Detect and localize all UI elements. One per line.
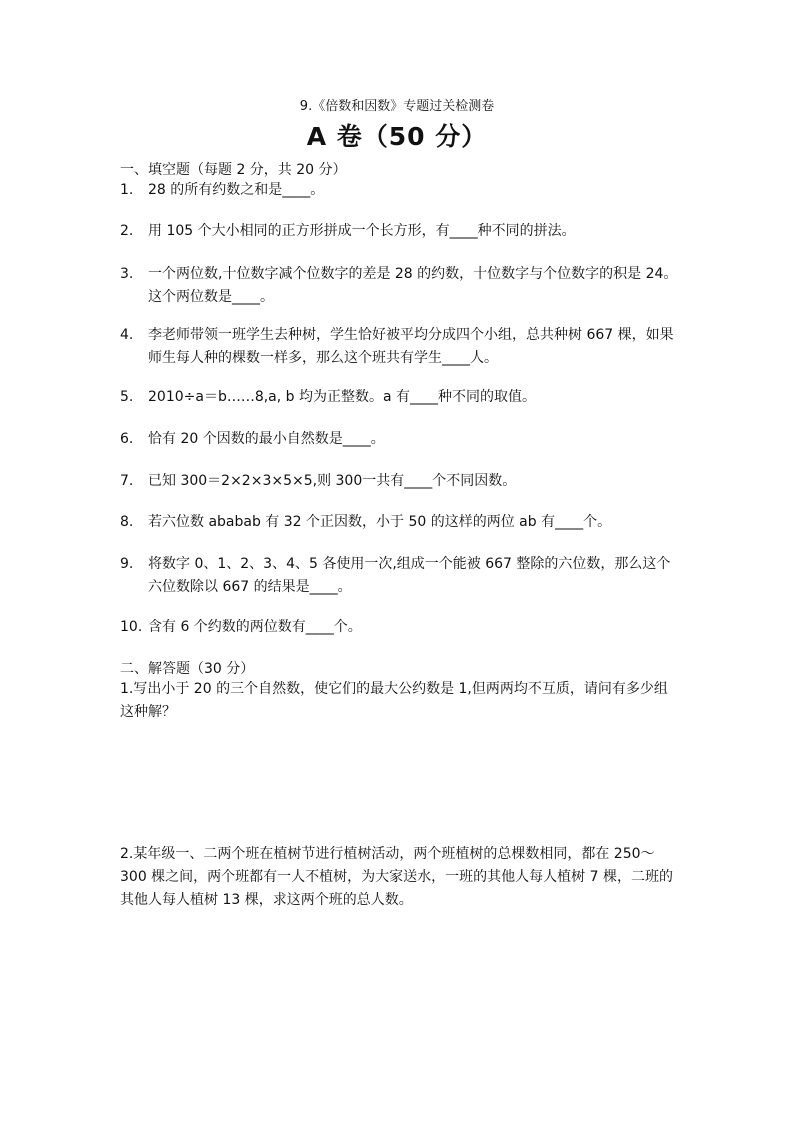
question-2 (120, 220, 680, 243)
question-number: 3. (120, 266, 134, 282)
question-number: 4. (120, 327, 134, 343)
question-number: 10. (120, 619, 143, 635)
question-8 (120, 511, 680, 534)
question-text: 28 的所有约数之和是____。 (148, 182, 325, 198)
solve-problem-2: 2.某年级一、二两个班在植树节进行植树活动，两个班植树的总棵数相同，都在 250～300 棵之间，两个班都有一人不植树，为大家送水，一班的其他人每人植树 7 棵，二班的其他人每人植树 13 棵，求这两个班的总人数。 (120, 846, 673, 908)
question-7 (120, 470, 680, 493)
section-solve-heading: 二、解答题（30 分） (120, 661, 255, 677)
question-4 (120, 324, 680, 370)
question-number: 6. (120, 431, 134, 447)
exam-title: A 卷（50 分） (306, 122, 488, 151)
question-text: 李老师带领一班学生去种树，学生恰好被平均分成四个小组，总共种树 667 棵，如果师生每人种的棵数一样多，那么这个班共有学生____人。 (148, 327, 674, 366)
question-text: 已知 300＝2×2×3×5×5,则 300一共有____个不同因数。 (148, 473, 517, 489)
question-number: 7. (120, 473, 134, 489)
question-number: 5. (120, 389, 134, 405)
question-number: 2. (120, 223, 134, 239)
question-5 (120, 386, 680, 409)
question-number: 8. (120, 514, 134, 530)
question-10 (120, 616, 680, 639)
question-text: 2010÷a＝b……8,a, b 均为正整数。a 有____种不同的取值。 (148, 389, 537, 405)
question-text: 恰有 20 个因数的最小自然数是____。 (148, 431, 385, 447)
question-1 (120, 179, 680, 202)
question-text: 用 105 个大小相同的正方形拼成一个长方形，有____种不同的拼法。 (148, 223, 576, 239)
section-fill-blank-heading: 一、填空题（每题 2 分，共 20 分） (120, 162, 347, 178)
question-number: 1. (120, 182, 134, 198)
question-text: 若六位数 ababab 有 32 个正因数，小于 50 的这样的两位 ab 有____个。 (148, 514, 612, 530)
exam-subtitle: 9.《倍数和因数》专题过关检测卷 (299, 99, 495, 114)
question-3 (120, 263, 680, 309)
question-6 (120, 428, 680, 451)
solve-problem-1: 1.写出小于 20 的三个自然数，使它们的最大公约数是 1,但两两均不互质，请问有多少组这种解？ (120, 681, 668, 720)
question-text: 将数字 0、1、2、3、4、5 各使用一次,组成一个能被 667 整除的六位数，那么这个六位数除以 667 的结果是____。 (148, 556, 671, 595)
question-text: 含有 6 个约数的两位数有____个。 (148, 619, 362, 635)
question-9 (120, 553, 680, 599)
question-text: 一个两位数,十位数字减个位数字的差是 28 的约数，十位数字与个位数字的积是 24。这个两位数是____。 (148, 266, 678, 305)
question-number: 9. (120, 556, 134, 572)
